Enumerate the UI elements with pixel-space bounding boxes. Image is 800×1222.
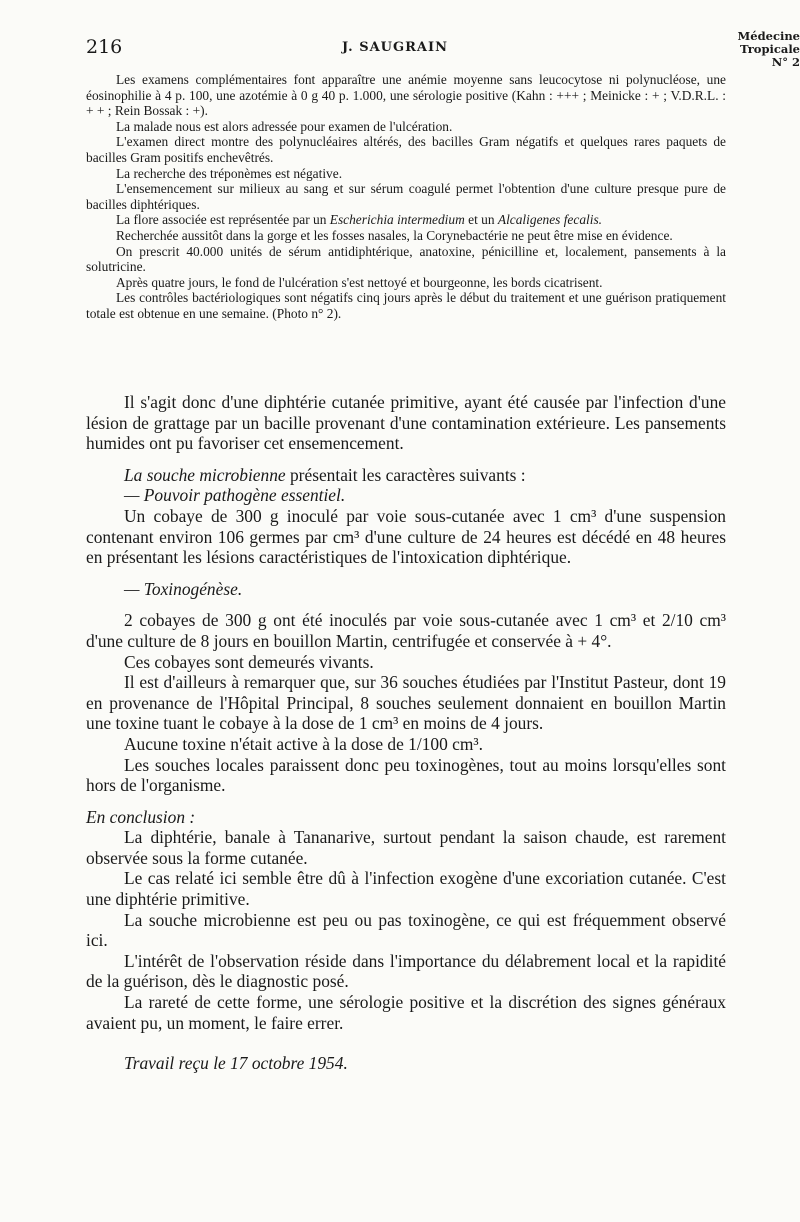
- italic-phrase: La souche microbienne: [124, 464, 286, 485]
- page-number: 216: [86, 36, 123, 58]
- paragraph: La diphtérie, banale à Tananarive, surtout pendant la saison chaude, est rarement observée sous la forme cutanée.: [86, 827, 726, 868]
- journal-line-3: N° 2: [771, 55, 800, 69]
- paragraph: Ces cobayes sont demeurés vivants.: [124, 651, 374, 672]
- journal-line-1: Médecine: [737, 29, 800, 43]
- paragraph: L'ensemencement sur milieux au sang et sur sérum coagulé permet l'obtention d'une culture presque pure de bacilles diphtériques.: [86, 181, 726, 212]
- paragraph: La recherche des tréponèmes est négative.: [116, 165, 343, 181]
- paragraph: L'intérêt de l'observation réside dans l'importance du délabrement local et la rapidité de la guérison, dès le diagnostic posé.: [86, 950, 726, 992]
- text-run: présentait les caractères suivants :: [285, 464, 526, 485]
- running-head-author: J. SAUGRAIN: [342, 40, 448, 55]
- paragraph: Il est d'ailleurs à remarquer que, sur 36 souches étudiées par l'Institut Pasteur, dont 19 en provenance de l'Hôpital Principal, 8 souches seulement donnaient en bouillon Martin une toxine tuant le cobaye à la dose de 1 cm³ en moins de 4 jours.: [86, 672, 726, 734]
- species-name: Alcaligenes fecalis.: [497, 212, 603, 228]
- paragraph: Les examens complémentaires font apparaître une anémie moyenne sans leucocytose ni polynucléose, une éosinophilie à 4 p. 100, une azotémie à 0 g 40 p. 1.000, une sérologie positive (Kahn : +++ ; Meinicke : + ; V.D.R.L. : + + ; Rein Bossak : +).: [86, 72, 726, 119]
- paragraph: Recherchée aussitôt dans la gorge et les fosses nasales, la Corynebactérie ne peut être mise en évidence.: [116, 227, 673, 243]
- conclusion-heading-text: En conclusion :: [86, 806, 196, 827]
- text-run: La flore associée est représentée par un: [116, 212, 330, 228]
- paragraph: Après quatre jours, le fond de l'ulcération s'est nettoyé et bourgeonne, les bords cicatrisent.: [116, 274, 603, 290]
- paragraph: La malade nous est alors adressée pour examen de l'ulcération.: [116, 118, 453, 134]
- received-date: Travail reçu le 17 octobre 1954.: [124, 1053, 348, 1074]
- main-body-text: [86, 392, 726, 1074]
- paragraph: La souche microbienne est peu ou pas toxinogène, ce qui est fréquemment observé ici.: [86, 909, 726, 951]
- paragraph: [86, 212, 726, 228]
- paragraph: 2 cobayes de 300 g ont été inoculés par voie sous-cutanée avec 1 cm³ et 2/10 cm³ d'une culture de 8 jours en bouillon Martin, centrifugée et conservée à + 4°.: [86, 610, 726, 651]
- paragraph: La rareté de cette forme, une sérologie positive et la discrétion des signes généraux avaient pu, un moment, le faire errer.: [86, 992, 726, 1033]
- species-name: Escherichia intermedium: [329, 212, 465, 228]
- subheading-text: — Toxinogénèse.: [124, 578, 243, 599]
- journal-line-2: Tropicale: [740, 42, 800, 56]
- paragraph: Les contrôles bactériologiques sont négatifs cinq jours après le début du traitement et une guérison pratiquement totale est obtenue en une semaine. (Photo n° 2).: [86, 290, 726, 321]
- subheading-text: — Pouvoir pathogène essentiel.: [124, 485, 346, 506]
- case-report-small-text: [86, 72, 726, 322]
- journal-tag: [714, 30, 800, 69]
- paragraph: On prescrit 40.000 unités de sérum antidiphtérique, anatoxine, pénicilline et, localement, pansements à la solutricine.: [86, 243, 726, 275]
- subheading: [86, 485, 726, 506]
- conclusion-heading: [86, 807, 726, 828]
- paragraph: [86, 465, 726, 486]
- text-run: et un: [464, 212, 498, 228]
- paragraph: Il s'agit donc d'une diphtérie cutanée primitive, ayant été causée par l'infection d'une lésion de grattage par un bacille provenant d'une contamination extérieure. Les pansements humides ont pu favoriser cet ensemencement.: [86, 392, 726, 454]
- paragraph: Les souches locales paraissent donc peu toxinogènes, tout au moins lorsqu'elles sont hors de l'organisme.: [86, 754, 726, 796]
- paragraph: Le cas relaté ici semble être dû à l'infection exogène d'une excoriation cutanée. C'est une diphtérie primitive.: [86, 868, 726, 910]
- subheading: [86, 579, 726, 600]
- paragraph: Un cobaye de 300 g inoculé par voie sous-cutanée avec 1 cm³ d'une suspension contenant environ 106 germes par cm³ d'une culture de 24 heures est décédé en 48 heures en présentant les lésions caractéristiques de l'intoxication diphtérique.: [86, 505, 726, 568]
- paragraph: L'examen direct montre des polynucléaires altérés, des bacilles Gram négatifs et quelques rares paquets de bacilles Gram positifs enchevêtrés.: [86, 134, 726, 165]
- paragraph: Aucune toxine n'était active à la dose de 1/100 cm³.: [124, 733, 483, 754]
